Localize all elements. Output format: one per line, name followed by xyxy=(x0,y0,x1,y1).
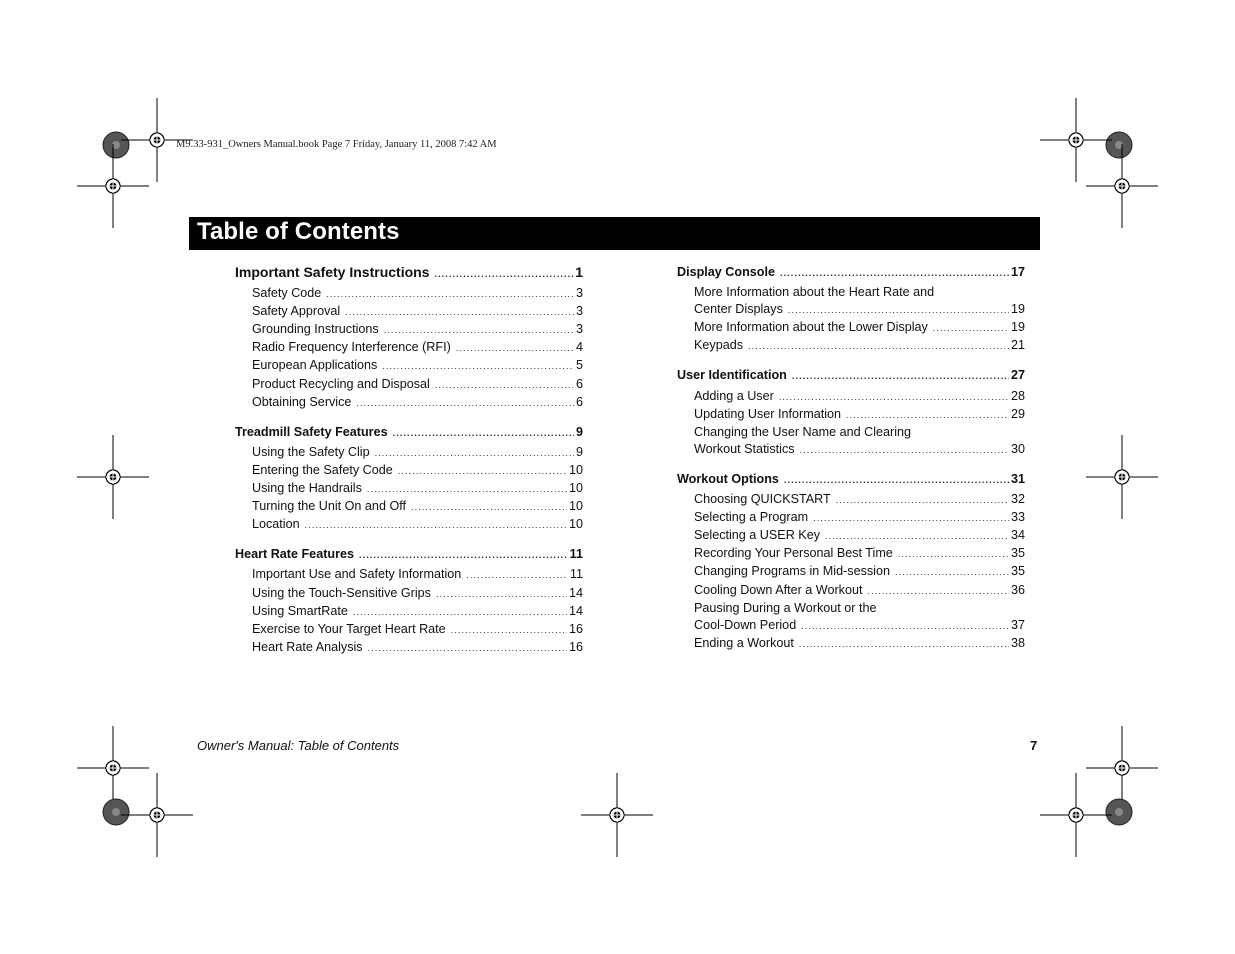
toc-section xyxy=(677,367,1025,458)
toc-entry-text: Center Displays xyxy=(694,302,783,317)
toc-entry-text: European Applications xyxy=(252,358,378,373)
toc-entry[interactable] xyxy=(677,301,1025,319)
toc-entry[interactable] xyxy=(235,394,583,412)
footer-page-number: 7 xyxy=(1030,738,1038,753)
toc-entry[interactable] xyxy=(235,376,583,394)
registration-cross-icon xyxy=(1040,773,1112,857)
toc-entry-text: Turning the Unit On and Off xyxy=(252,499,407,514)
toc-entry-text: Using the Touch-Sensitive Grips xyxy=(252,585,431,600)
toc-page-number: 35 xyxy=(1010,546,1025,561)
toc-entry-text: Product Recycling and Disposal xyxy=(252,376,430,391)
toc-page-number: 21 xyxy=(1010,338,1025,353)
registration-star-icon xyxy=(103,132,129,158)
toc-entry[interactable] xyxy=(677,545,1025,563)
toc-entry[interactable] xyxy=(677,424,1025,441)
toc-entry-text: Exercise to Your Target Heart Rate xyxy=(252,621,446,636)
toc-entry[interactable] xyxy=(677,406,1025,424)
toc-entry[interactable] xyxy=(235,498,583,516)
toc-section xyxy=(235,424,583,535)
toc-entry[interactable] xyxy=(677,563,1025,581)
toc-section-heading[interactable] xyxy=(677,471,1025,489)
toc-entry-text: Using the Safety Clip xyxy=(252,444,370,459)
toc-page-number: 35 xyxy=(1010,564,1025,579)
toc-page-number: 3 xyxy=(575,322,583,337)
footer-title: Owner's Manual: Table of Contents xyxy=(197,738,400,753)
registration-star-icon xyxy=(1106,799,1132,825)
dot-leader xyxy=(799,636,1009,653)
dot-leader xyxy=(792,368,1009,385)
toc-page-number: 9 xyxy=(575,444,583,459)
toc-entry[interactable] xyxy=(677,600,1025,617)
toc-entry[interactable] xyxy=(677,527,1025,545)
toc-page-number: 37 xyxy=(1010,617,1025,632)
toc-entry[interactable] xyxy=(235,621,583,639)
toc-section-heading[interactable] xyxy=(235,264,583,283)
dot-leader xyxy=(801,618,1009,635)
dot-leader xyxy=(356,395,574,412)
dot-leader xyxy=(813,510,1009,527)
dot-leader xyxy=(784,472,1009,489)
dot-leader xyxy=(326,286,574,303)
page-title: Table of Contents xyxy=(197,218,400,245)
toc-entry-text: Location xyxy=(252,517,300,532)
toc-entry-text: Workout Statistics xyxy=(694,441,795,456)
toc-page-number: 17 xyxy=(1010,265,1025,279)
toc-page-number: 28 xyxy=(1010,388,1025,403)
toc-section-heading[interactable] xyxy=(677,264,1025,282)
dot-leader xyxy=(780,265,1009,282)
registration-cross-icon xyxy=(1086,144,1158,228)
toc-page-number: 11 xyxy=(569,547,583,562)
registration-cross-icon xyxy=(77,435,149,519)
toc-section-heading[interactable] xyxy=(677,367,1025,385)
registration-cross-icon xyxy=(77,726,149,810)
toc-entry-text: Cool-Down Period xyxy=(694,617,797,632)
dot-leader xyxy=(836,492,1009,509)
dot-leader xyxy=(435,377,574,394)
dot-leader xyxy=(451,622,567,639)
toc-page-number: 10 xyxy=(568,462,583,477)
toc-page-number: 32 xyxy=(1010,492,1025,507)
toc-section-heading[interactable] xyxy=(235,546,583,564)
dot-leader xyxy=(779,389,1009,406)
toc-entry-text: Pausing During a Workout or the xyxy=(694,600,877,615)
dot-leader xyxy=(393,425,574,442)
toc-left-column xyxy=(235,264,583,669)
dot-leader xyxy=(898,546,1009,563)
dot-leader xyxy=(788,302,1009,319)
toc-heading-text: Heart Rate Features xyxy=(235,547,354,562)
toc-entry-text: Using the Handrails xyxy=(252,481,362,496)
toc-entry[interactable] xyxy=(235,566,583,584)
dot-leader xyxy=(367,481,567,498)
toc-entry[interactable] xyxy=(235,339,583,357)
toc-page-number: 10 xyxy=(568,517,583,532)
toc-page-number: 1 xyxy=(575,264,583,280)
toc-entry-text: Selecting a Program xyxy=(694,510,809,525)
toc-page-number: 6 xyxy=(575,376,583,391)
toc-entry[interactable] xyxy=(235,603,583,621)
toc-entry-text: Cooling Down After a Workout xyxy=(694,582,863,597)
dot-leader xyxy=(382,358,574,375)
toc-section xyxy=(677,471,1025,653)
toc-entry-text: Choosing QUICKSTART xyxy=(694,492,831,507)
toc-page-number: 6 xyxy=(575,394,583,409)
toc-entry-text: Important Use and Safety Information xyxy=(252,567,462,582)
dot-leader xyxy=(748,338,1009,355)
toc-entry[interactable] xyxy=(235,303,583,321)
toc-entry-text: Changing the User Name and Clearing xyxy=(694,424,912,439)
toc-entry[interactable] xyxy=(677,617,1025,635)
toc-section-heading[interactable] xyxy=(235,424,583,442)
toc-entry[interactable] xyxy=(235,444,583,462)
toc-entry-text: Grounding Instructions xyxy=(252,322,379,337)
registration-star-icon xyxy=(1106,132,1132,158)
toc-entry-text: Selecting a USER Key xyxy=(694,528,820,543)
toc-page-number: 5 xyxy=(575,358,583,373)
toc-heading-text: User Identification xyxy=(677,368,787,383)
dot-leader xyxy=(456,340,574,357)
toc-page-number: 3 xyxy=(575,286,583,301)
toc-entry[interactable] xyxy=(677,441,1025,459)
dot-leader xyxy=(867,583,1009,600)
toc-entry-text: Entering the Safety Code xyxy=(252,462,393,477)
dot-leader xyxy=(895,564,1009,581)
dot-leader xyxy=(800,442,1009,459)
toc-page-number: 10 xyxy=(568,481,583,496)
toc-page-number: 4 xyxy=(575,340,583,355)
dot-leader xyxy=(353,604,567,621)
toc-page-number: 3 xyxy=(575,304,583,319)
toc-heading-text: Treadmill Safety Features xyxy=(235,424,388,439)
toc-entry-text: Keypads xyxy=(694,338,744,353)
toc-page-number: 30 xyxy=(1010,441,1025,456)
toc-page-number: 27 xyxy=(1010,368,1025,383)
toc-entry[interactable] xyxy=(235,480,583,498)
toc-page-number: 19 xyxy=(1010,302,1025,317)
toc-entry[interactable] xyxy=(235,285,583,303)
dot-leader xyxy=(384,322,574,339)
dot-leader xyxy=(434,266,573,283)
toc-entry-text: Using SmartRate xyxy=(252,603,348,618)
toc-entry[interactable] xyxy=(677,284,1025,301)
dot-leader xyxy=(846,407,1009,424)
toc-entry[interactable] xyxy=(677,388,1025,406)
registration-cross-icon xyxy=(1086,726,1158,810)
toc-entry-text: Safety Code xyxy=(252,286,322,301)
toc-entry-text: Recording Your Personal Best Time xyxy=(694,546,893,561)
registration-cross-icon xyxy=(1086,435,1158,519)
toc-page-number: 16 xyxy=(568,621,583,636)
registration-cross-icon xyxy=(121,773,193,857)
toc-page-number: 34 xyxy=(1010,528,1025,543)
toc-section xyxy=(235,546,583,657)
toc-entry[interactable] xyxy=(235,516,583,534)
toc-page-number: 9 xyxy=(575,424,583,439)
toc-page-number: 38 xyxy=(1010,635,1025,650)
toc-entry[interactable] xyxy=(235,321,583,339)
toc-section xyxy=(235,264,583,412)
toc-page-number: 19 xyxy=(1010,320,1025,335)
registration-cross-icon xyxy=(1040,98,1112,182)
registration-cross-icon xyxy=(581,773,653,857)
toc-entry-text: Changing Programs in Mid-session xyxy=(694,564,890,579)
toc-heading-text: Important Safety Instructions xyxy=(235,264,430,280)
dot-leader xyxy=(375,445,574,462)
dot-leader xyxy=(368,640,567,657)
toc-section xyxy=(677,264,1025,355)
toc-page-number: 16 xyxy=(568,639,583,654)
registration-star-icon xyxy=(103,799,129,825)
toc-entry-text: Adding a User xyxy=(694,388,774,403)
dot-leader xyxy=(411,499,567,516)
toc-entry[interactable] xyxy=(677,582,1025,600)
dot-leader xyxy=(466,567,568,584)
toc-heading-text: Workout Options xyxy=(677,471,779,486)
toc-entry-text: More Information about the Lower Display xyxy=(694,320,928,335)
book-header-meta: M9.33-931_Owners Manual.book Page 7 Friday, January 11, 2008 7:42 AM xyxy=(176,139,497,150)
dot-leader xyxy=(345,304,574,321)
dot-leader xyxy=(933,320,1009,337)
toc-entry[interactable] xyxy=(677,337,1025,355)
toc-entry[interactable] xyxy=(677,509,1025,527)
toc-entry[interactable] xyxy=(677,491,1025,509)
toc-page-number: 10 xyxy=(568,499,583,514)
toc-entry-text: Radio Frequency Interference (RFI) xyxy=(252,340,451,355)
toc-entry[interactable] xyxy=(235,462,583,480)
toc-entry[interactable] xyxy=(235,585,583,603)
toc-entry-text: Safety Approval xyxy=(252,304,341,319)
dot-leader xyxy=(436,586,567,603)
dot-leader xyxy=(359,547,568,564)
toc-entry-text: More Information about the Heart Rate and xyxy=(694,285,935,300)
toc-page-number: 36 xyxy=(1010,582,1025,597)
toc-page-number: 14 xyxy=(568,585,583,600)
toc-page-number: 33 xyxy=(1010,510,1025,525)
toc-entry-text: Ending a Workout xyxy=(694,635,794,650)
title-bar xyxy=(189,217,1040,250)
registration-cross-icon xyxy=(77,144,149,228)
toc-right-column xyxy=(677,264,1025,665)
toc-entry-text: Updating User Information xyxy=(694,406,841,421)
toc-entry[interactable] xyxy=(235,357,583,375)
toc-entry[interactable] xyxy=(677,319,1025,337)
toc-entry[interactable] xyxy=(235,639,583,657)
dot-leader xyxy=(825,528,1009,545)
toc-entry-text: Heart Rate Analysis xyxy=(252,639,363,654)
toc-entry[interactable] xyxy=(677,635,1025,653)
dot-leader xyxy=(305,517,567,534)
dot-leader xyxy=(398,463,567,480)
toc-entry-text: Obtaining Service xyxy=(252,394,352,409)
toc-page-number: 29 xyxy=(1010,406,1025,421)
toc-page-number: 31 xyxy=(1010,471,1025,486)
toc-heading-text: Display Console xyxy=(677,265,775,279)
toc-page-number: 14 xyxy=(568,603,583,618)
toc-page-number: 11 xyxy=(569,567,583,582)
